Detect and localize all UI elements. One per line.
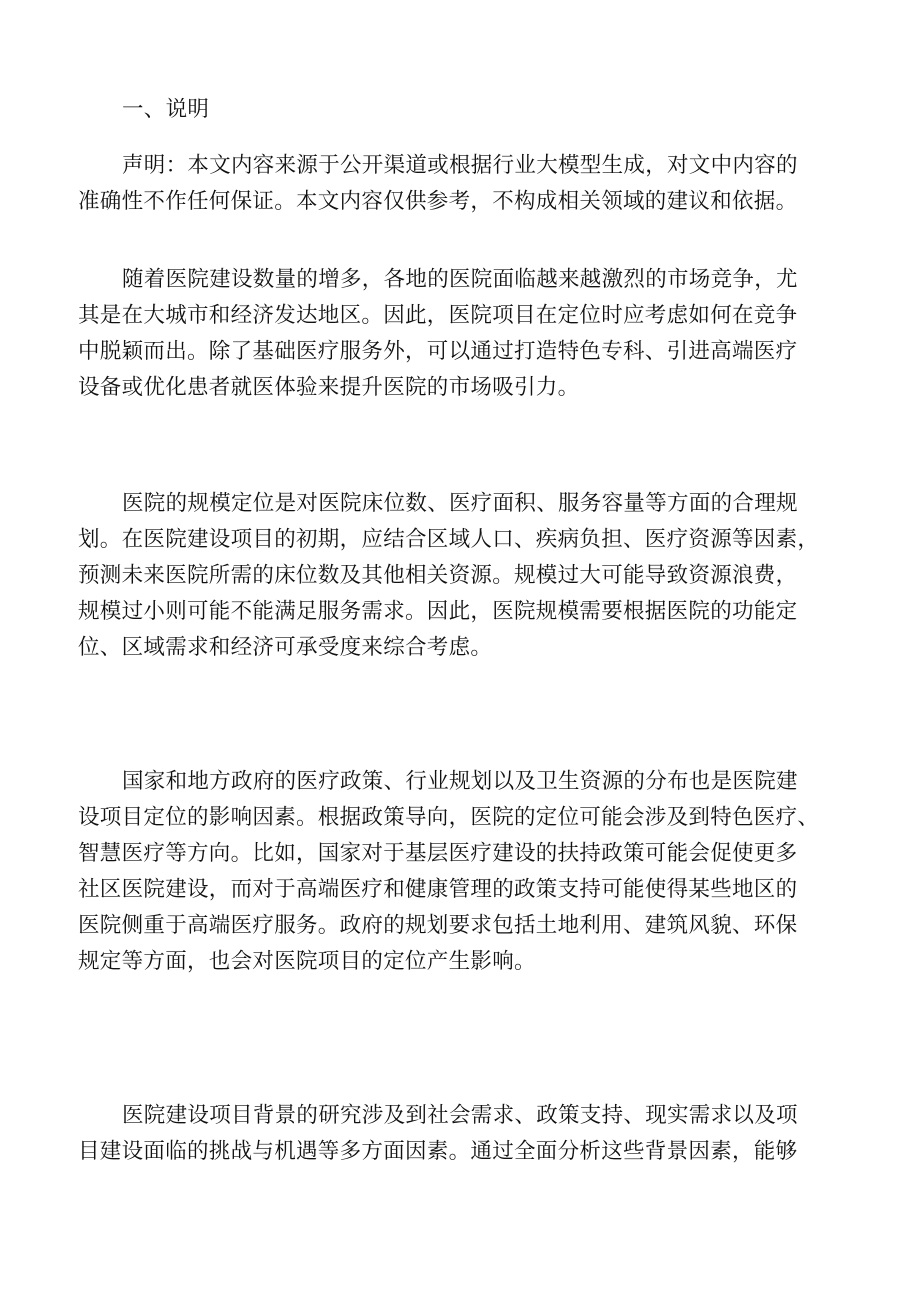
- paragraph-background: [78, 1098, 844, 1170]
- paragraph-line: 中脱颖而出。除了基础医疗服务外，可以通过打造特色专科、引进高端医疗: [78, 339, 798, 364]
- paragraph-line: 划。在医院建设项目的初期，应结合区域人口、疾病负担、医疗资源等因素，: [78, 527, 820, 552]
- paragraph-line: 规模过小则可能不能满足服务需求。因此，医院规模需要根据医院的功能定: [78, 599, 798, 624]
- paragraph-line: 医院的规模定位是对医院床位数、医疗面积、服务容量等方面的合理规: [122, 491, 798, 516]
- section-heading: [78, 92, 888, 128]
- paragraph-disclaimer: [78, 148, 844, 220]
- paragraph-line: 位、区域需求和经济可承受度来综合考虑。: [78, 635, 493, 660]
- heading-text: 一、说明: [122, 97, 210, 122]
- paragraph-line: 随着医院建设数量的增多，各地的医院面临越来越激烈的市场竞争，尤: [122, 267, 798, 292]
- paragraph-line: 设备或优化患者就医体验来提升医院的市场吸引力。: [78, 375, 580, 400]
- paragraph-line: 设项目定位的影响因素。根据政策导向，医院的定位可能会涉及到特色医疗、: [78, 805, 820, 830]
- paragraph-policy: [78, 764, 844, 980]
- paragraph-line: 规定等方面，也会对医院项目的定位产生影响。: [78, 949, 536, 974]
- paragraph-scale: [78, 486, 844, 666]
- paragraph-competition: [78, 262, 844, 406]
- paragraph-line: 准确性不作任何保证。本文内容仅供参考，不构成相关领域的建议和依据。: [78, 189, 798, 214]
- paragraph-line: 医院侧重于高端医疗服务。政府的规划要求包括土地利用、建筑风貌、环保: [78, 913, 798, 938]
- paragraph-line: 智慧医疗等方向。比如，国家对于基层医疗建设的扶持政策可能会促使更多: [78, 841, 798, 866]
- paragraph-line: 国家和地方政府的医疗政策、行业规划以及卫生资源的分布也是医院建: [122, 769, 798, 794]
- paragraph-line: 社区医院建设，而对于高端医疗和健康管理的政策支持可能使得某些地区的: [78, 877, 798, 902]
- paragraph-line: 目建设面临的挑战与机遇等多方面因素。通过全面分析这些背景因素，能够: [78, 1139, 798, 1164]
- paragraph-line: 其是在大城市和经济发达地区。因此，医院项目在定位时应考虑如何在竞争: [78, 303, 798, 328]
- paragraph-line: 声明：本文内容来源于公开渠道或根据行业大模型生成，对文中内容的: [122, 153, 798, 178]
- paragraph-line: 医院建设项目背景的研究涉及到社会需求、政策支持、现实需求以及项: [122, 1103, 798, 1128]
- paragraph-line: 预测未来医院所需的床位数及其他相关资源。规模过大可能导致资源浪费，: [78, 563, 798, 588]
